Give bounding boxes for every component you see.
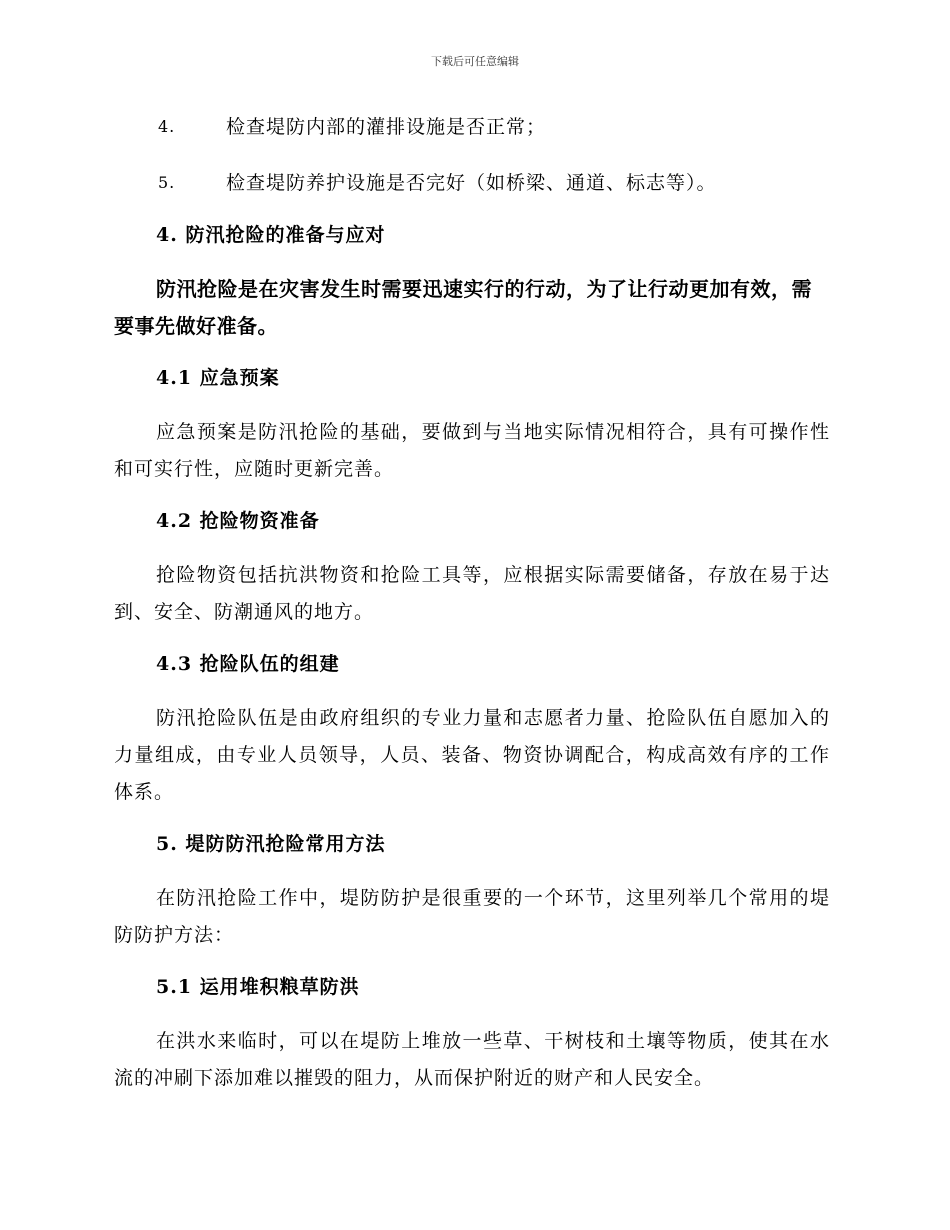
- section-heading: 5. 堤防防汛抢险常用方法: [156, 833, 386, 855]
- list-item-text: 检查堤防内部的灌排设施是否正常；: [226, 116, 547, 138]
- section-heading: 4. 防汛抢险的准备与应对: [156, 224, 386, 246]
- paragraph: 在洪水来临时，可以在堤防上堆放一些草、干树枝和土壤等物质，使其在水流的冲刷下添加难以摧毁的阻力，从而保护附近的财产和人民安全。: [114, 1030, 830, 1089]
- subsection-heading: 4.2 抢险物资准备: [156, 510, 320, 532]
- list-item-text: 检查堤防养护设施是否完好（如桥梁、通道、标志等）。: [226, 172, 717, 194]
- section-intro: 在防汛抢险工作中，堤防防护是很重要的一个环节，这里列举几个常用的堤防防护方法：: [114, 887, 830, 946]
- section-intro: 防汛抢险是在灾害发生时需要迅速实行的行动，为了让行动更加有效，需要事先做好准备。: [114, 277, 812, 338]
- subsection-heading: 4.1 应急预案: [156, 367, 280, 389]
- list-item: [114, 166, 830, 200]
- paragraph: 抢险物资包括抗洪物资和抢险工具等，应根据实际需要储备，存放在易于达到、安全、防潮通风的地方。: [114, 564, 830, 623]
- paragraph: 应急预案是防汛抢险的基础，要做到与当地实际情况相符合，具有可操作性和可实行性，应随时更新完善。: [114, 421, 830, 480]
- subsection-heading: 4.3 抢险队伍的组建: [156, 653, 340, 675]
- page-header: 下载后可任意编辑: [431, 55, 519, 68]
- list-item: [114, 110, 830, 144]
- paragraph: 防汛抢险队伍是由政府组织的专业力量和志愿者力量、抢险队伍自愿加入的力量组成，由专业人员领导，人员、装备、物资协调配合，构成高效有序的工作体系。: [114, 707, 830, 803]
- document-body: [114, 110, 830, 1113]
- list-item-number: 5.: [158, 173, 176, 192]
- subsection-heading: 5.1 运用堆积粮草防洪: [156, 976, 360, 998]
- list-item-number: 4.: [158, 117, 176, 136]
